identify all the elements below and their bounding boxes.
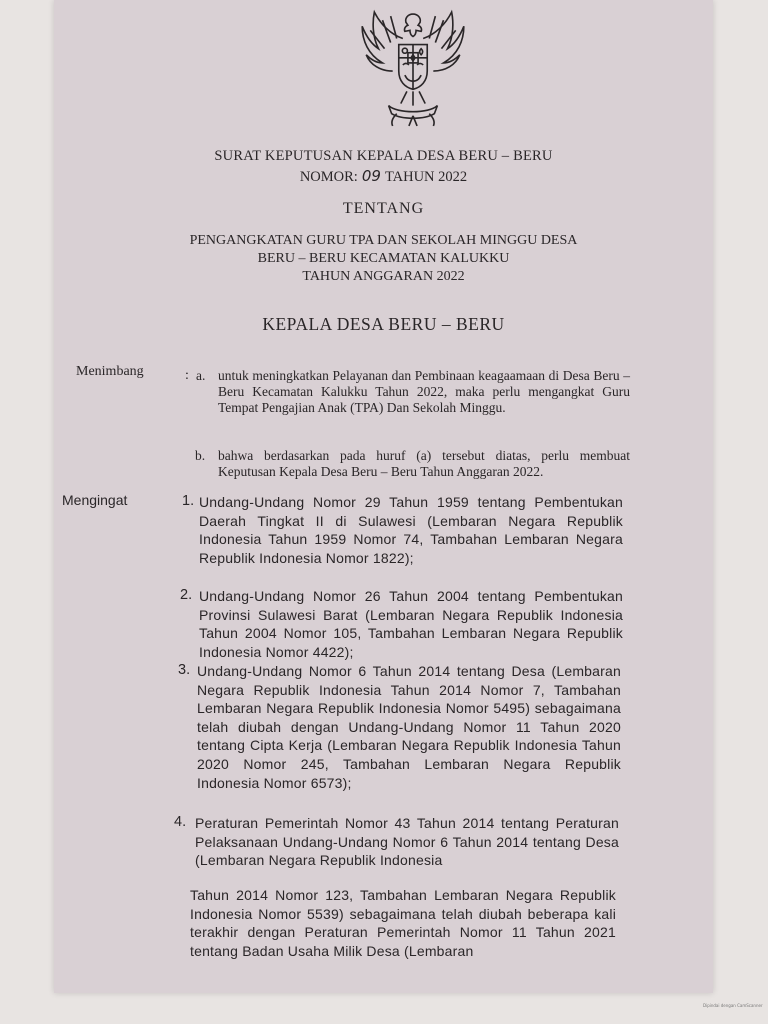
subject-line-2: BERU – BERU KECAMATAN KALUKKU: [257, 251, 510, 266]
mengingat-item-2-text: Undang-Undang Nomor 26 Tahun 2004 tentang Pembentukan Provinsi Sulawesi Barat (Lembaran Negara Republik Indonesia Tahun 2004 Nomor 105, Tambahan Lembaran Negara Republik Indonesia Nomor 4422);: [199, 588, 623, 660]
official-heading: KEPALA DESA BERU – BERU: [262, 314, 505, 334]
mengingat-item-1-text: Undang-Undang Nomor 29 Tahun 1959 tentang Pembentukan Daerah Tingkat II di Sulawesi (Lembaran Negara Republik Indonesia Tahun 1959 Nomor 74, Tambahan Lembaran Negara Republik Indonesia Nomor 1822);: [199, 494, 623, 566]
decree-title: SURAT KEPUTUSAN KEPALA DESA BERU – BERU: [214, 148, 553, 164]
decree-number-line: [54, 167, 713, 186]
mengingat-item-4-continuation: Tahun 2014 Nomor 123, Tambahan Lembaran Negara Republik Indonesia Nomor 5539) sebagaimana telah diubah beberapa kali terakhir dengan Peraturan Pemerintah Nomor 11 Tahun 2021 tentang Badan Usaha Milik Desa (Lembaran: [190, 887, 616, 959]
menimbang-item-a-text: untuk meningkatkan Pelayanan dan Pembinaan keagaamaan di Desa Beru – Beru Kecamatan Kalukku Tahun 2022, maka perlu mengangkat Guru Tempat Pengajian Anak (TPA) Dan Sekolah Minggu.: [218, 368, 630, 415]
menimbang-item-b-letter: b.: [195, 448, 206, 463]
subject-line-3: TAHUN ANGGARAN 2022: [302, 269, 465, 284]
tahun-label: TAHUN 2022: [384, 169, 468, 185]
scanner-watermark: Dipindai dengan CamScanner: [703, 1003, 763, 1008]
garuda-emblem-icon: [352, 8, 474, 130]
document-page: [54, 0, 713, 993]
mengingat-item-4-text: Peraturan Pemerintah Nomor 43 Tahun 2014 tentang Peraturan Pelaksanaan Undang-Undang Nomor 6 Tahun 2014 tentang Desa (Lembaran Negara Republik Indonesia: [195, 815, 619, 869]
mengingat-item-4-number: 4.: [174, 814, 187, 830]
tentang-heading: TENTANG: [342, 200, 425, 217]
mengingat-item-1-number: 1.: [182, 493, 195, 509]
menimbang-label: Menimbang: [76, 364, 144, 379]
nomor-label: NOMOR:: [299, 169, 358, 185]
decree-subject: [54, 232, 713, 286]
menimbang-item-b-text: bahwa berdasarkan pada huruf (a) tersebut diatas, perlu membuat Keputusan Kepala Desa Beru – Beru Tahun Anggaran 2022.: [218, 448, 630, 479]
nomor-handwritten-value: 09: [361, 167, 381, 185]
menimbang-item-a-letter: a.: [196, 368, 206, 383]
mengingat-label: Mengingat: [62, 492, 128, 508]
subject-line-1: PENGANGKATAN GURU TPA DAN SEKOLAH MINGGU DESA: [189, 233, 578, 248]
menimbang-colon: :: [185, 368, 189, 383]
mengingat-item-3-text: Undang-Undang Nomor 6 Tahun 2014 tentang Desa (Lembaran Negara Republik Indonesia Tahun 2014 Nomor 7, Tambahan Lembaran Negara Republik Indonesia Nomor 5495) sebagaimana telah diubah dengan Undang-Undang Nomor 11 Tahun 2020 tentang Cipta Kerja (Lembaran Negara Republik Indonesia Tahun 2020 Nomor 245, Tambahan Lembaran Negara Republik Indonesia Nomor 6573);: [197, 663, 621, 791]
mengingat-item-3-number: 3.: [178, 662, 191, 678]
mengingat-item-2-number: 2.: [180, 587, 193, 603]
